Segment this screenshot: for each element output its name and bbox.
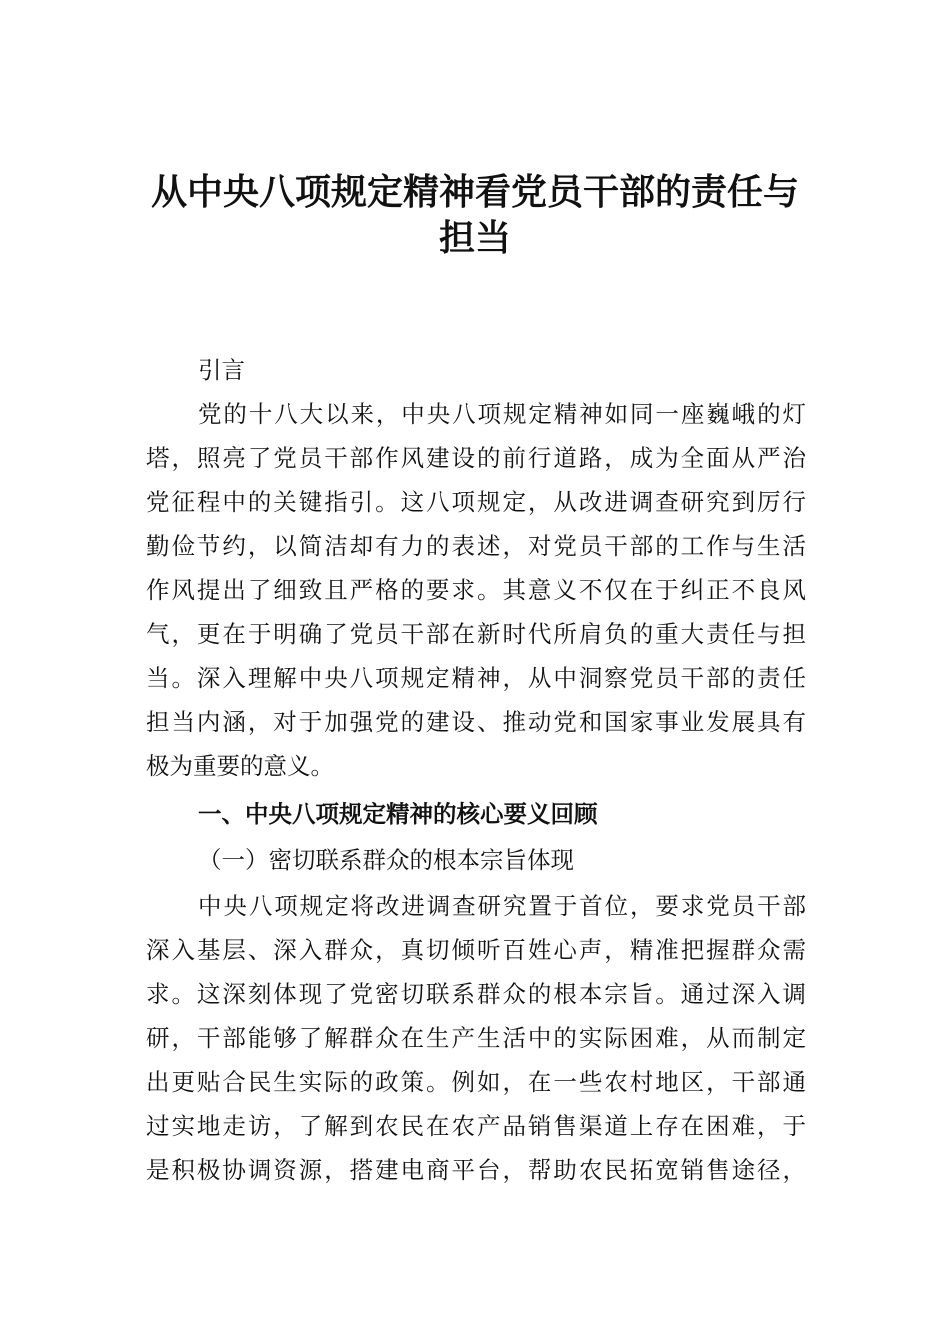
intro-paragraph-line: 担当内涵，对于加强党的建设、推动党和国家事业发展具有 — [146, 708, 806, 736]
intro-paragraph-line: 塔，照亮了党员干部作风建设的前行道路，成为全面从严治 — [146, 444, 806, 472]
intro-paragraph-line: 党征程中的关键指引。这八项规定，从改进调查研究到厉行 — [146, 488, 806, 516]
intro-paragraph-line: 当。深入理解中央八项规定精神，从中洞察党员干部的责任 — [146, 664, 806, 692]
document-title-line-1: 从中央八项规定精神看党员干部的责任与 — [150, 171, 799, 213]
intro-paragraph-line: 极为重要的意义。 — [146, 752, 334, 780]
intro-label: 引言 — [198, 356, 245, 384]
body-paragraph-line: 过实地走访，了解到农民在农产品销售渠道上存在困难，于 — [146, 1112, 806, 1140]
intro-paragraph-line: 气，更在于明确了党员干部在新时代所肩负的重大责任与担 — [146, 620, 806, 648]
subsection-heading: （一）密切联系群众的根本宗旨体现 — [198, 846, 574, 874]
section-heading: 一、中央八项规定精神的核心要义回顾 — [198, 800, 598, 828]
intro-paragraph-line: 党的十八大以来，中央八项规定精神如同一座巍峨的灯 — [198, 400, 806, 428]
body-paragraph-line: 是积极协调资源，搭建电商平台，帮助农民拓宽销售途径， — [146, 1156, 806, 1184]
body-paragraph-line: 研，干部能够了解群众在生产生活中的实际困难，从而制定 — [146, 1024, 806, 1052]
document-title-line-2: 担当 — [438, 217, 511, 259]
body-paragraph-line: 求。这深刻体现了党密切联系群众的根本宗旨。通过深入调 — [146, 980, 806, 1008]
body-paragraph-line: 出更贴合民生实际的政策。例如，在一些农村地区，干部通 — [146, 1068, 806, 1096]
body-paragraph-line: 中央八项规定将改进调查研究置于首位，要求党员干部 — [198, 892, 806, 920]
intro-paragraph-line: 作风提出了细致且严格的要求。其意义不仅在于纠正不良风 — [146, 576, 806, 604]
body-paragraph-line: 深入基层、深入群众，真切倾听百姓心声，精准把握群众需 — [146, 936, 806, 964]
intro-paragraph-line: 勤俭节约，以简洁却有力的表述，对党员干部的工作与生活 — [146, 532, 806, 560]
